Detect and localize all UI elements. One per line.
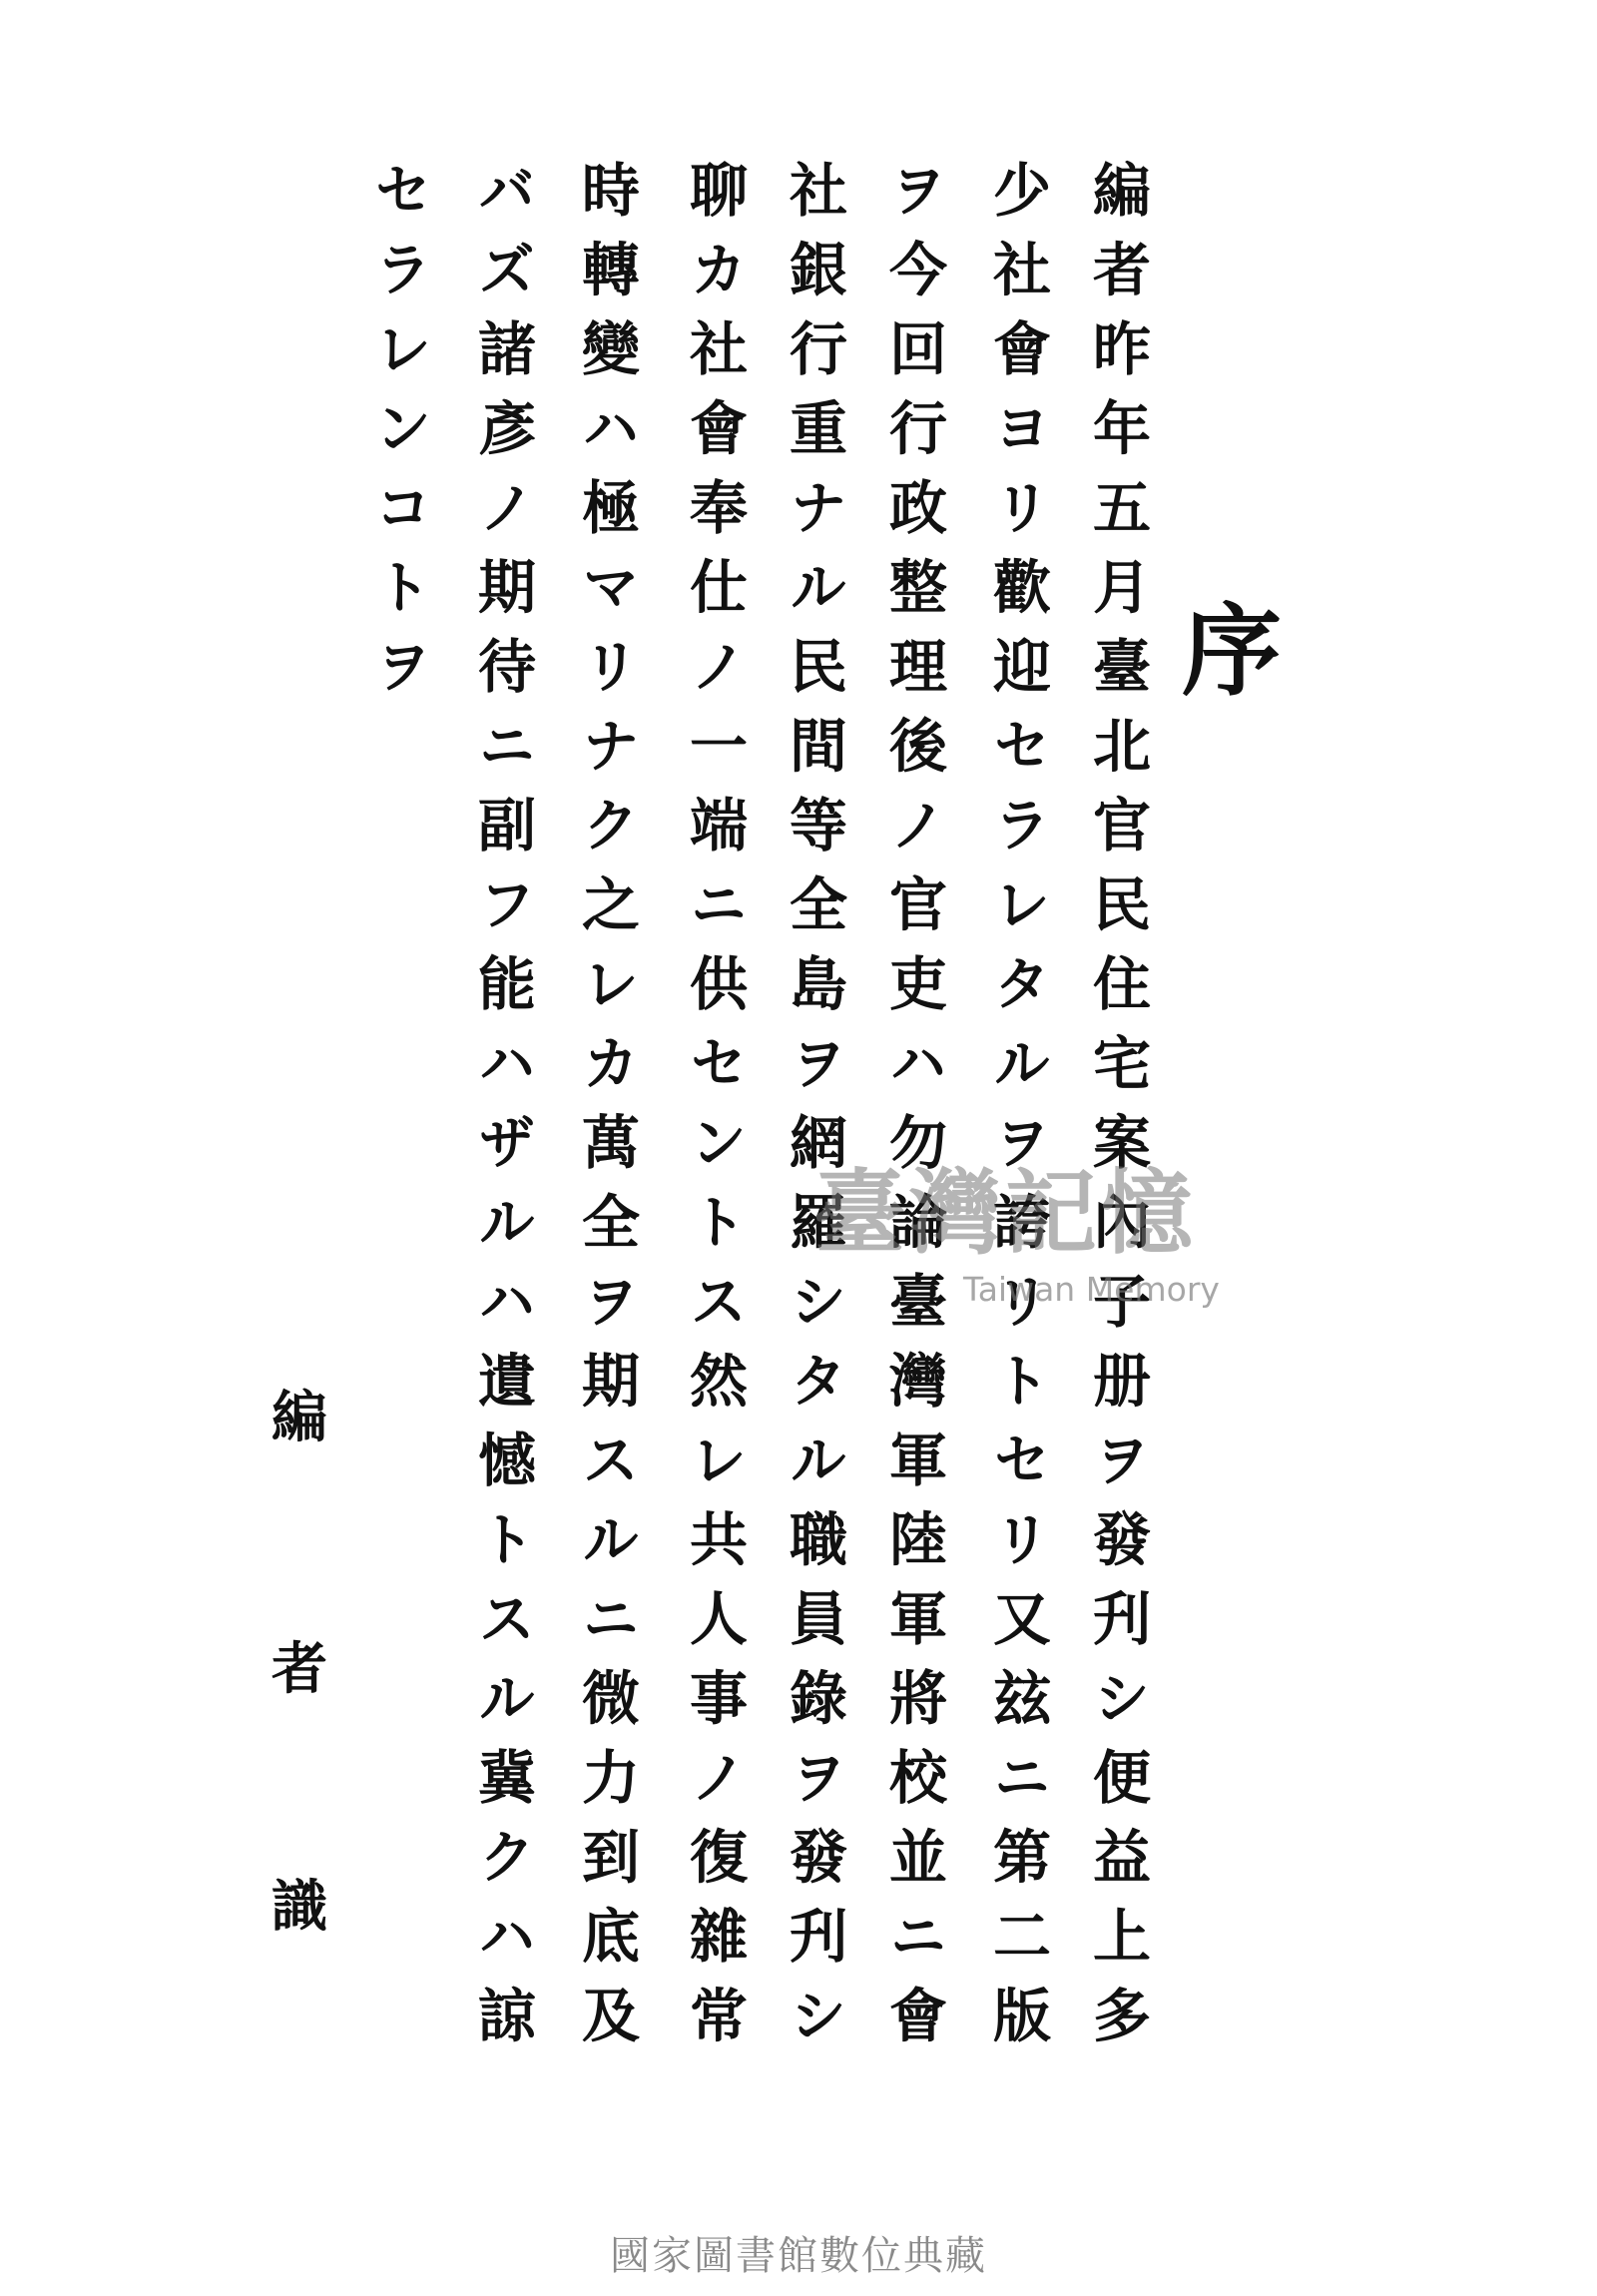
signature-char-2: 者 xyxy=(271,1636,327,1702)
text-column-5: 聊カ社會奉仕ノ一端ニ供セントス然レ共人事ノ復雜常 xyxy=(680,160,748,2064)
signature-char-3: 識 xyxy=(271,1874,327,1940)
text-column-6: 時轉變ハ極マリナク之レカ萬全ヲ期スルニ微力到底及 xyxy=(572,160,640,2064)
text-column-3: ヲ今回行政整理後ノ官吏ハ勿論臺灣軍陸軍將校並ニ會 xyxy=(879,160,947,2064)
watermark-title: 臺灣記憶 xyxy=(813,1159,1198,1267)
text-column-8: セラレンコトヲ xyxy=(364,160,432,716)
text-column-1: 編者昨年五月臺北官民住宅案內子册ヲ發刋シ便益上多 xyxy=(1083,160,1151,2064)
text-column-7: バズ諸彥ノ期待ニ副フ能ハザルハ遺憾トスル冀クハ諒 xyxy=(468,160,536,2064)
text-column-2: 少社會ヨリ歡迎セラレタルヲ誇リトセリ又玆ニ第二版 xyxy=(983,160,1051,2064)
library-footer: 國家圖書館數位典藏 xyxy=(610,2233,987,2279)
watermark-subtitle: Taiwan Memory xyxy=(963,1270,1220,1309)
text-column-4: 社銀行重ナル民間等全島ヲ網羅シタル職員錄ヲ發刋シ xyxy=(780,160,847,2064)
signature-char-1: 編 xyxy=(271,1385,327,1450)
preface-heading: 序 xyxy=(1182,592,1282,710)
